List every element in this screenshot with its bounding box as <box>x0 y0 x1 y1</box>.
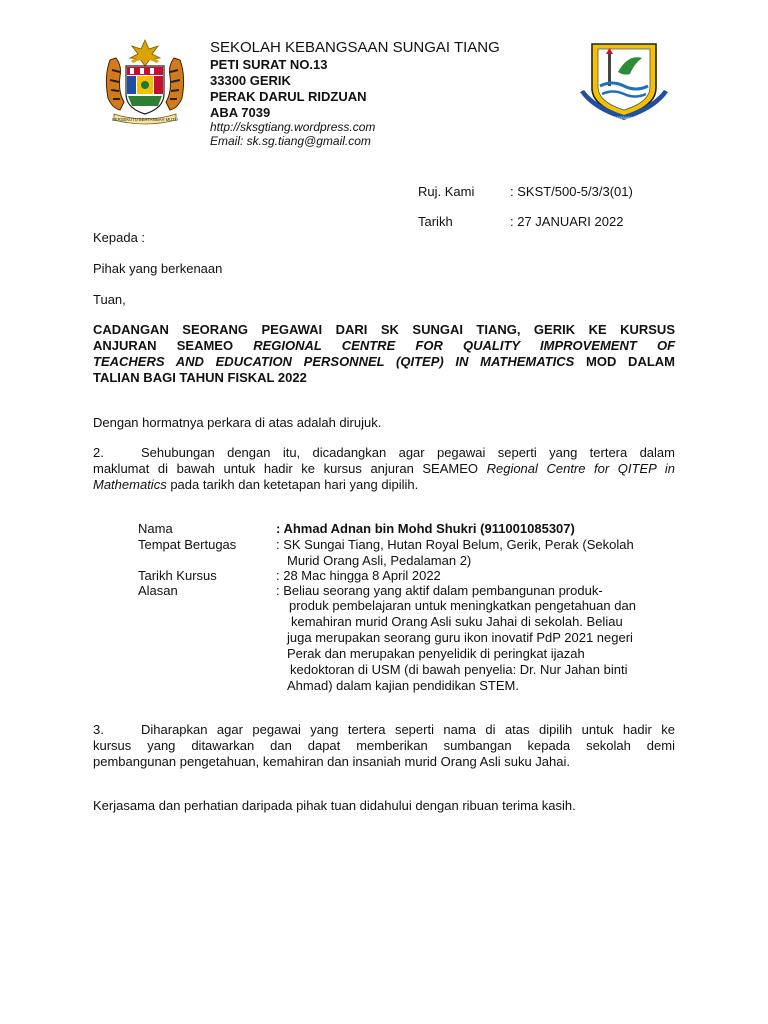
alasan-line-7: Ahmad) dalam kajian pendidikan STEM. <box>287 678 519 693</box>
paragraph-3-line-2: kursus yang ditawarkan dan dapat memberikan sumbangan kepada sekolah demi <box>93 738 675 753</box>
ruj-value: : SKST/500-5/3/3(01) <box>510 184 633 199</box>
tempat-label: Tempat Bertugas <box>138 537 237 552</box>
alasan-line-3: kemahiran murid Orang Asli suku Jahai di sekolah. Beliau <box>291 614 623 629</box>
paragraph-2-line-1: 2. Sehubungan dengan itu, dicadangkan agar pegawai seperti yang tertera dalam <box>93 445 675 460</box>
kepada-label: Kepada : <box>93 230 146 245</box>
alasan-line-5: Perak dan merupakan penyelidik di peringkat ijazah <box>287 646 585 661</box>
closing-line: Kerjasama dan perhatian daripada pihak tuan didahului dengan ribuan terima kasih. <box>93 798 576 813</box>
subject-line-4: TALIAN BAGI TAHUN FISKAL 2022 <box>93 370 307 385</box>
svg-text:SEKOLAH KEBANGSAAN SUNGAI TIAN: SEKOLAH KEBANGSAAN SUNGAI TIANG <box>589 116 659 120</box>
nama-value: : Ahmad Adnan bin Mohd Shukri (911001085307) <box>276 521 575 536</box>
tarikh-kursus-label: Tarikh Kursus <box>138 568 217 583</box>
address-line-4: ABA 7039 <box>210 105 271 120</box>
alasan-line-4: juga merupakan seorang guru ikon inovatif PdP 2021 negeri <box>287 630 633 645</box>
subject-line-3: TEACHERS AND EDUCATION PERSONNEL (QITEP) IN MATHEMATICS MOD DALAM <box>93 354 675 369</box>
subject-line-1: CADANGAN SEORANG PEGAWAI DARI SK SUNGAI TIANG, GERIK KE KURSUS <box>93 322 675 337</box>
alasan-label: Alasan <box>138 583 178 598</box>
tarikh-kursus-value: : 28 Mac hingga 8 April 2022 <box>276 568 441 583</box>
address-line-1: PETI SURAT NO.13 <box>210 57 328 72</box>
website-link[interactable]: http://sksgtiang.wordpress.com <box>210 120 376 134</box>
subject-line-2: ANJURAN SEAMEO REGIONAL CENTRE FOR QUALITY IMPROVEMENT OF <box>93 338 676 353</box>
paragraph-3-line-1: 3. Diharapkan agar pegawai yang tertera seperti nama di atas dipilih untuk hadir ke <box>93 722 675 737</box>
email-link[interactable]: Email: sk.sg.tiang@gmail.com <box>210 134 371 148</box>
tempat-value-line-2: Murid Orang Asli, Pedalaman 2) <box>287 553 472 568</box>
tarikh-value: : 27 JANUARI 2022 <box>510 214 624 229</box>
paragraph-3 <box>93 722 675 770</box>
tarikh-label: Tarikh <box>418 214 453 229</box>
address-line-2: 33300 GERIK <box>210 73 291 88</box>
paragraph-2-line-3: Mathematics pada tarikh dan ketetapan hari yang dipilih. <box>93 477 419 492</box>
nama-label: Nama <box>138 521 173 536</box>
alasan-line-6: kedoktoran di USM (di bawah penyelia: Dr. Nur Jahan binti <box>290 662 628 677</box>
paragraph-1: Dengan hormatnya perkara di atas adalah dirujuk. <box>93 415 382 430</box>
alasan-line-2: produk pembelajaran untuk meningkatkan pengetahuan dan <box>289 598 636 613</box>
coat-of-arms-icon <box>96 36 194 126</box>
salutation: Tuan, <box>93 292 126 307</box>
tempat-value-line-1: : SK Sungai Tiang, Hutan Royal Belum, Gerik, Perak (Sekolah <box>276 537 634 552</box>
svg-text:BERSEKUTU BERTAMBAH MUTU: BERSEKUTU BERTAMBAH MUTU <box>112 117 178 122</box>
recipient-line: Pihak yang berkenaan <box>93 261 223 276</box>
address-line-3: PERAK DARUL RIDZUAN <box>210 89 367 104</box>
alasan-line-1: : Beliau seorang yang aktif dalam pembangunan produk- <box>276 583 603 598</box>
subject-heading <box>93 322 675 386</box>
paragraph-2 <box>93 445 675 493</box>
ruj-label: Ruj. Kami <box>418 184 475 199</box>
school-crest-icon <box>578 40 670 122</box>
paragraph-2-line-2: maklumat di bawah untuk hadir ke kursus anjuran SEAMEO Regional Centre for QITEP in <box>93 461 675 476</box>
school-name: SEKOLAH KEBANGSAAN SUNGAI TIANG <box>210 39 500 56</box>
paragraph-3-line-3: pembangunan pengetahuan, kemahiran dan insaniah murid Orang Asli suku Jahai. <box>93 754 570 769</box>
